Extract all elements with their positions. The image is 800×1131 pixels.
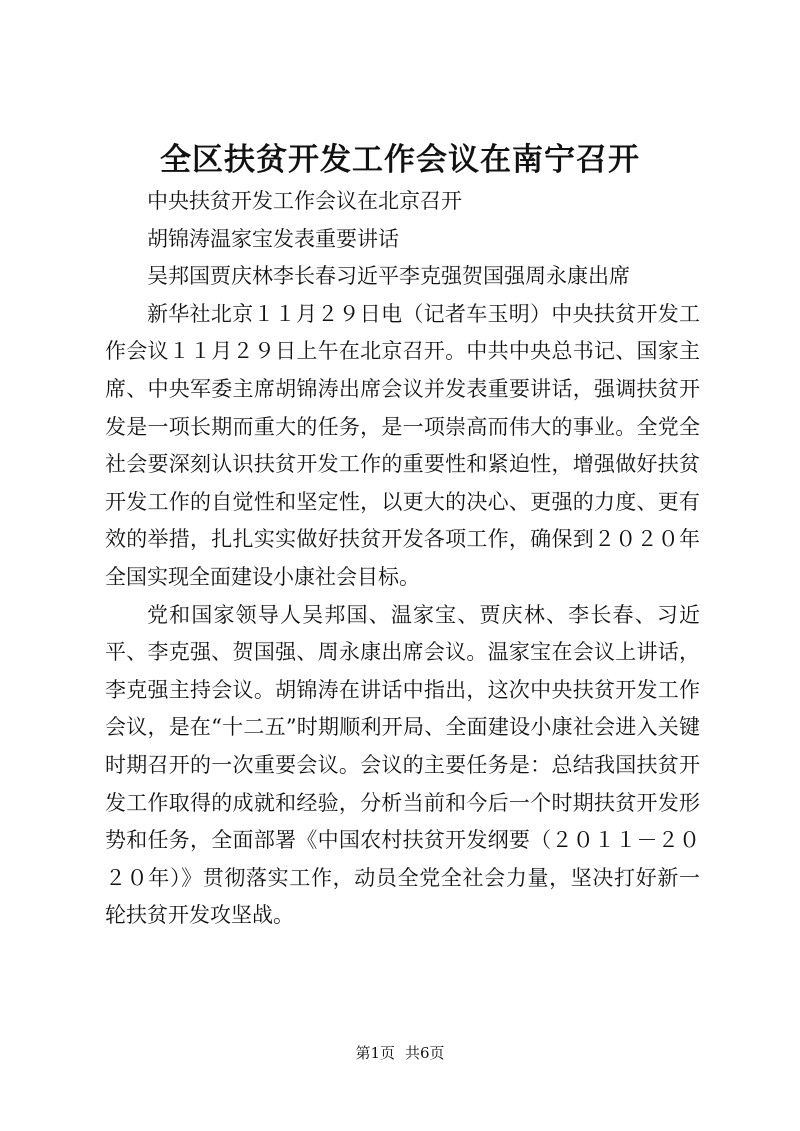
paragraph-2: 党和国家领导人吴邦国、温家宝、贾庆林、李长春、习近平、李克强、贺国强、周永康出席会议。温家宝在会议上讲话，李克强主持会议。胡锦涛在讲话中指出，这次中央扶贫开发工作会议，是在“十二五”时期顺利开局、全面建设小康社会进入关键时期召开的一次重要会议。会议的主要任务是：总结我国扶贫开发工作取得的成就和经验，分析当前和今后一个时期扶贫开发形势和任务，全面部署《中国农村扶贫开发纲要（２０１１－２０２０年）》贯彻落实工作，动员全党全社会力量，坚决打好新一轮扶贫开发攻坚战。: [105, 602, 700, 928]
subheading-2: 胡锦涛温家宝发表重要讲话: [147, 226, 399, 251]
document-body: [105, 183, 700, 935]
paragraph-1: 新华社北京１１月２９日电（记者车玉明）中央扶贫开发工作会议１１月２９日上午在北京召开。中共中央总书记、国家主席、中央军委主席胡锦涛出席会议并发表重要讲话，强调扶贫开发是一项长期而重大的任务，是一项崇高而伟大的事业。全党全社会要深刻认识扶贫开发工作的重要性和紧迫性，增强做好扶贫开发工作的自觉性和坚定性，以更大的决心、更强的力度、更有效的举措，扎扎实实做好扶贫开发各项工作，确保到２０２０年全国实现全面建设小康社会目标。: [105, 301, 700, 589]
page-footer: [0, 1043, 800, 1063]
subheading-3: 吴邦国贾庆林李长春习近平李克强贺国强周永康出席: [147, 264, 630, 289]
document-title: 全区扶贫开发工作会议在南宁召开: [160, 142, 640, 178]
page-total: 共6页: [405, 1044, 445, 1062]
subheading-1: 中央扶贫开发工作会议在北京召开: [147, 189, 462, 213]
page-number: 第1页: [355, 1044, 395, 1062]
